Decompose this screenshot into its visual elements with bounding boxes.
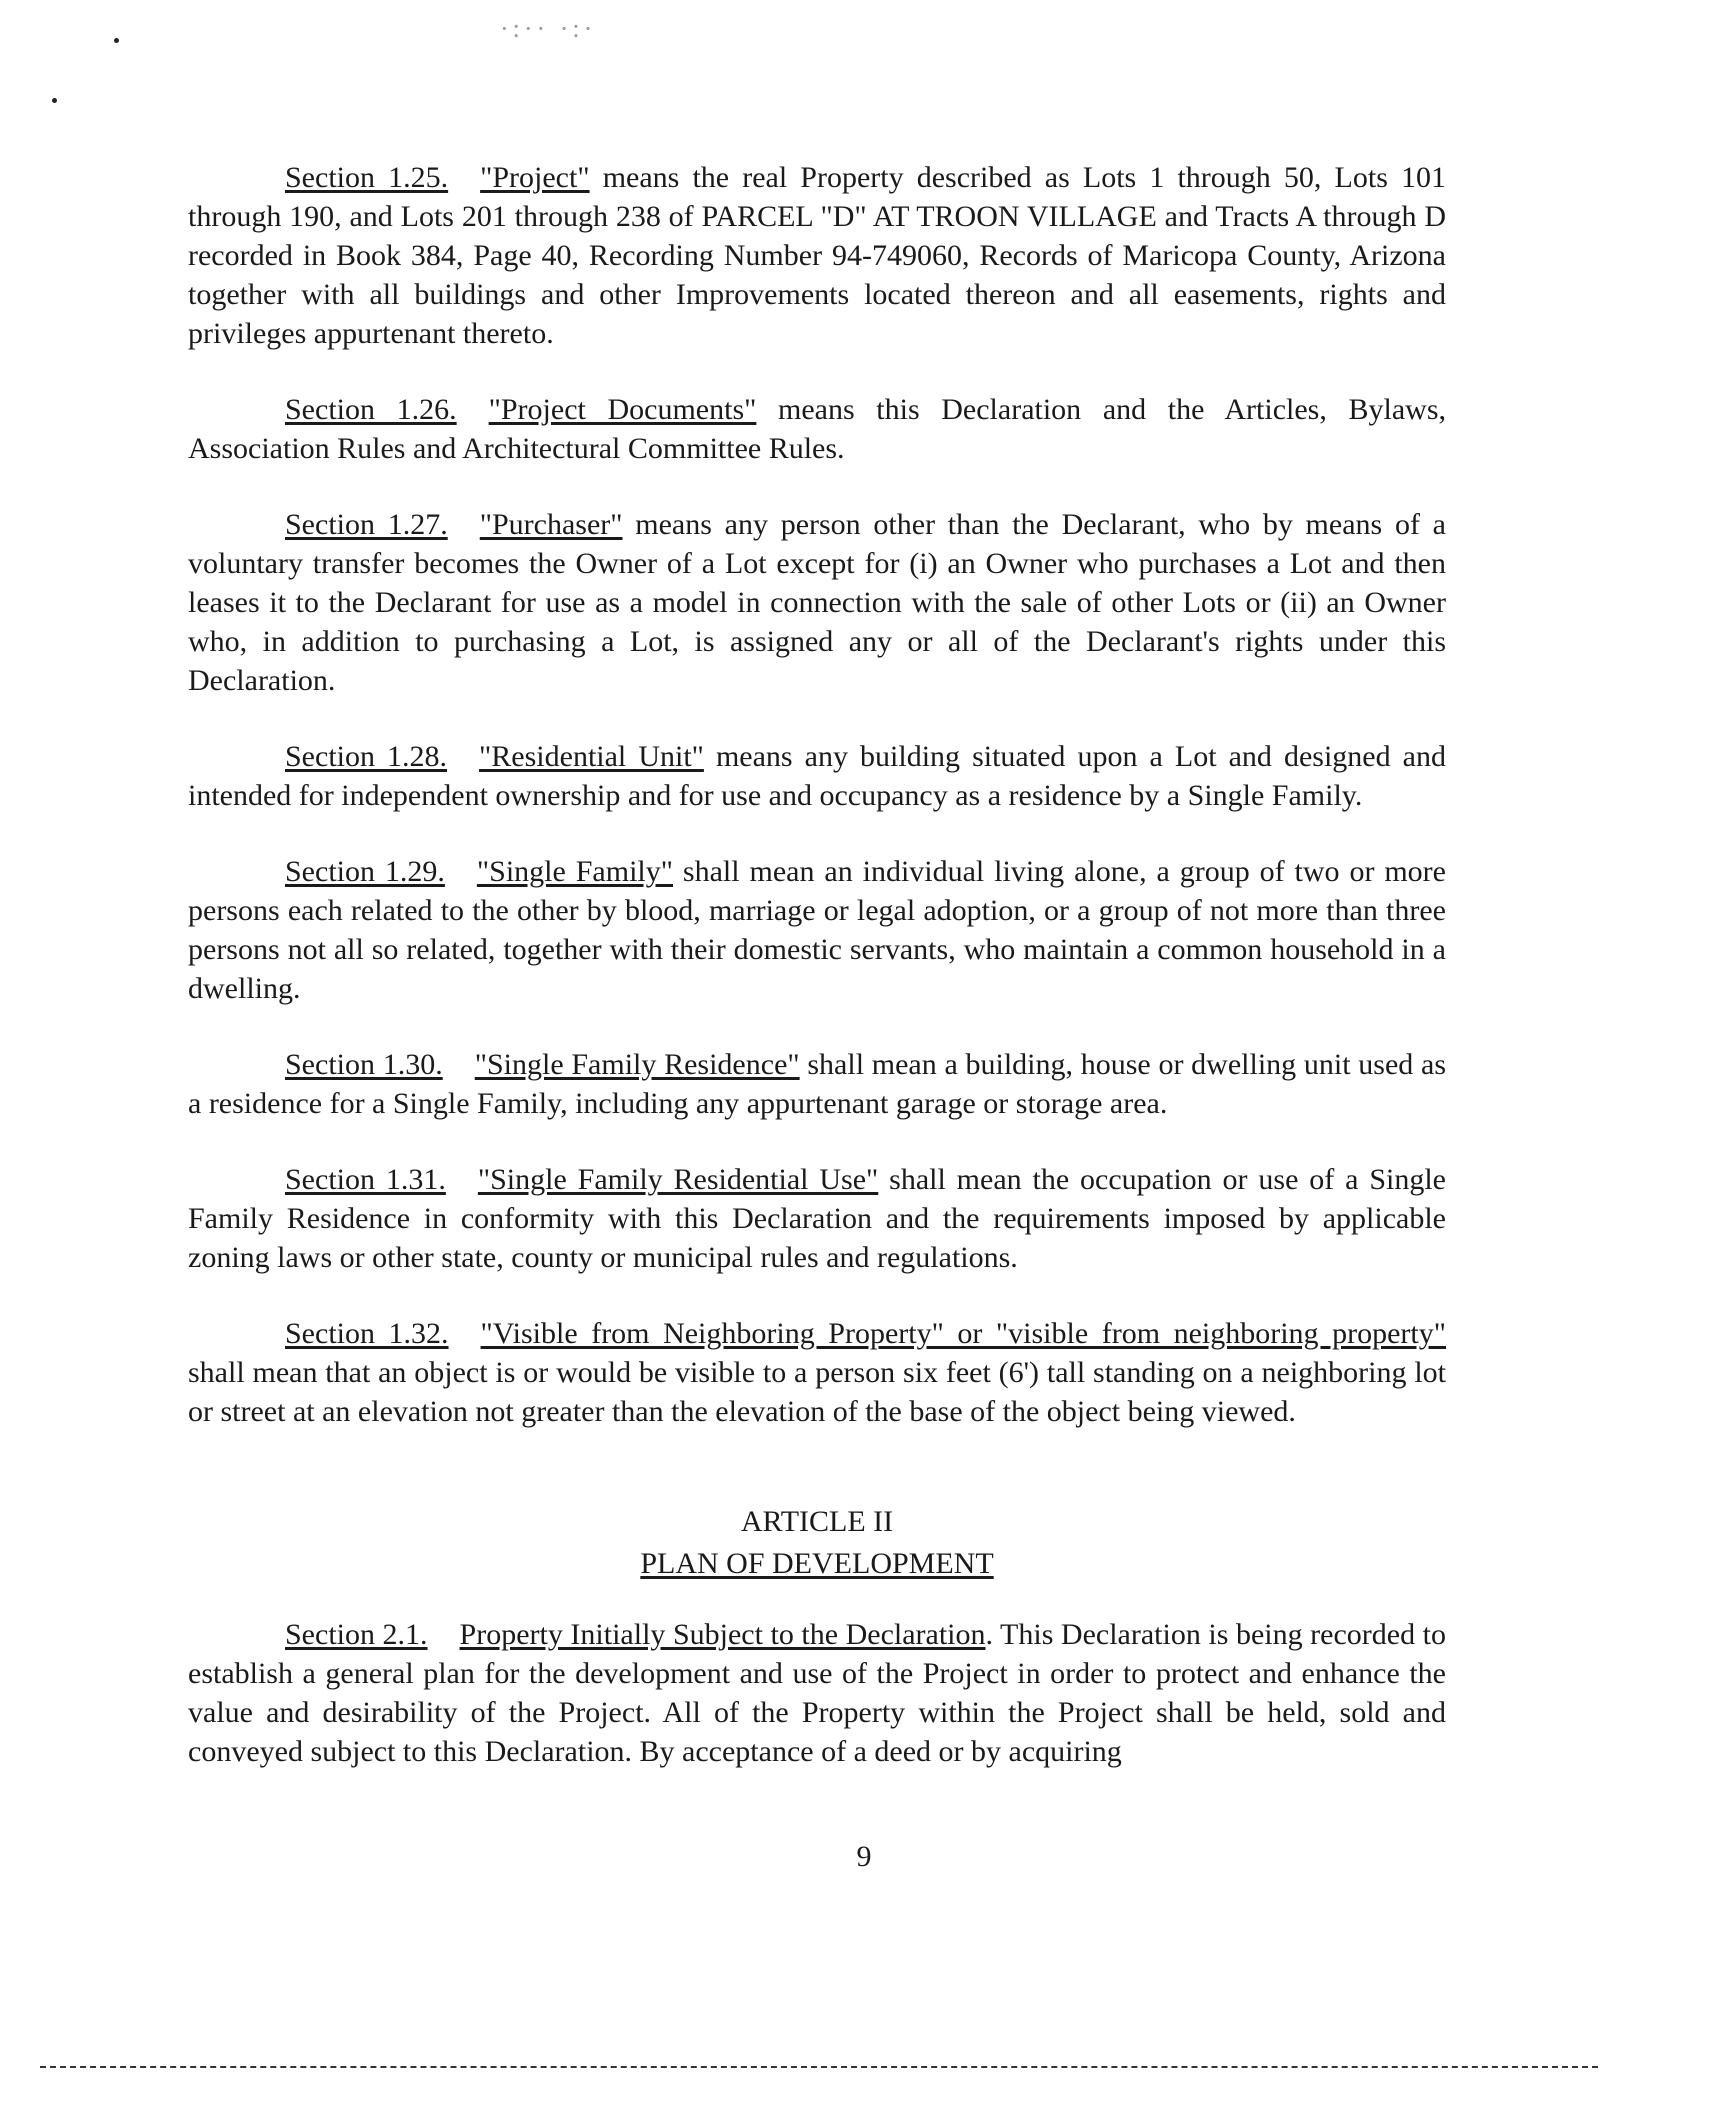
section-1-32 [188, 1314, 1446, 1431]
section-heading: Property Initially Subject to the Declaration [459, 1618, 986, 1651]
section-1-28 [188, 737, 1446, 815]
article-title: PLAN OF DEVELOPMENT [640, 1547, 994, 1580]
section-text: means this Declaration and the Articles, Bylaws, Association Rules and Architectural Committee Rules. [188, 393, 1446, 465]
section-text: means the real Property described as Lots 1 through 50, Lots 101 through 190, and Lots 201 through 238 of PARCEL "D" AT TROON VILLAGE and Tracts A through D recorded in Book 384, Page 40, Recording Number 94-749060, Records of Maricopa County, Arizona together with all buildings and other Improvements located thereon and all easements, rights and privileges appurtenant thereto. [188, 161, 1446, 350]
defined-term: "Project" [480, 161, 590, 194]
defined-term: "Single Family" [476, 855, 673, 888]
article-heading [188, 1501, 1446, 1585]
section-text: shall mean the occupation or use of a Single Family Residence in conformity with this Declaration and the requirements imposed by applicable zoning laws or other state, county or municipal rules and regulations. [188, 1163, 1446, 1274]
defined-term: "Single Family Residence" [474, 1048, 800, 1081]
section-text: means any building situated upon a Lot and designed and intended for independent ownership and for use and occupancy as a residence by a Single Family. [188, 740, 1446, 812]
document-body [188, 158, 1446, 1808]
section-number: Section 1.29. [285, 855, 445, 888]
section-number: Section 1.32. [285, 1317, 449, 1350]
section-number: Section 1.31. [285, 1163, 446, 1196]
scan-dot-mark [114, 38, 119, 43]
article-label: ARTICLE II [740, 1505, 894, 1538]
defined-term: "Single Family Residential Use" [477, 1163, 879, 1196]
header-stamp: ·:·· ·:· [500, 14, 597, 43]
section-1-27 [188, 505, 1446, 700]
defined-term: "Residential Unit" [479, 740, 704, 773]
section-1-29 [188, 852, 1446, 1008]
section-1-30 [188, 1045, 1446, 1123]
section-number: Section 1.27. [285, 508, 448, 541]
footer-divider [40, 2066, 1598, 2068]
section-1-26 [188, 390, 1446, 468]
section-text: shall mean a building, house or dwelling unit used as a residence for a Single Family, including any appurtenant garage or storage area. [188, 1048, 1446, 1120]
section-1-31 [188, 1160, 1446, 1277]
section-number: Section 2.1. [285, 1618, 428, 1651]
defined-term: "Project Documents" [488, 393, 757, 426]
scan-dot-mark [52, 98, 57, 103]
section-1-25 [188, 158, 1446, 353]
section-number: Section 1.28. [285, 740, 448, 773]
section-text: means any person other than the Declarant, who by means of a voluntary transfer becomes the Owner of a Lot except for (i) an Owner who purchases a Lot and then leases it to the Declarant for use as a model in connection with the sale of other Lots or (ii) an Owner who, in addition to purchasing a Lot, is assigned any or all of the Declarant's rights under this Declaration. [188, 508, 1446, 697]
section-2-1 [188, 1615, 1446, 1771]
section-number: Section 1.26. [285, 393, 457, 426]
section-number: Section 1.30. [285, 1048, 443, 1081]
section-text: shall mean an individual living alone, a group of two or more persons each related to the other by blood, marriage or legal adoption, or a group of not more than three persons not all so related, together with their domestic servants, who maintain a common household in a dwelling. [188, 855, 1446, 1005]
defined-term: "Purchaser" [479, 508, 623, 541]
section-number: Section 1.25. [285, 161, 449, 194]
section-text: shall mean that an object is or would be visible to a person six feet (6') tall standing on a neighboring lot or street at an elevation not greater than the elevation of the base of the object being viewed. [188, 1356, 1446, 1428]
defined-term: "Visible from Neighboring Property" or "visible from neighboring property" [480, 1317, 1446, 1350]
section-text: . This Declaration is being recorded to establish a general plan for the development and use of the Project in order to protect and enhance the value and desirability of the Project. All of the Property within the Project shall be held, sold and conveyed subject to this Declaration. By acceptance of a deed or by acquiring [188, 1618, 1446, 1768]
page-number: 9 [856, 1840, 872, 1873]
